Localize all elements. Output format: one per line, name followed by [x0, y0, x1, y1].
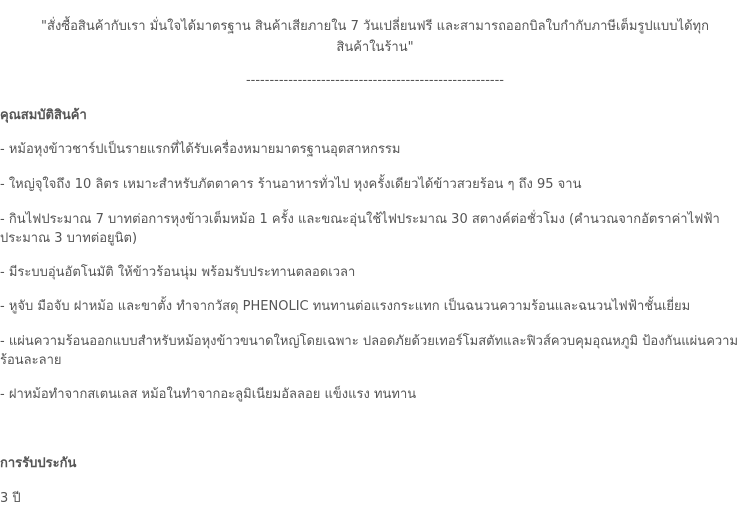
- property-item: - ฝาหม้อทำจากสเตนเลส หม้อในทำจากอะลูมิเนียมอัลลอย แข็งแรง ทนทาน: [0, 387, 417, 402]
- property-item: - มีระบบอุ่นอัตโนมัติ ให้ข้าวร้อนนุ่ม พร้อมรับประทานตลอดเวลา: [0, 265, 356, 280]
- property-item: - กินไฟประมาณ 7 บาทต่อการหุงข้าวเต็มหม้อ 1 ครั้ง และขณะอุ่นใช้ไฟประมาณ 30 สตางค์ต่อชั่วโมง (คำนวณจากอัตราค่าไฟฟ้าประมาณ 3 บาทต่อยูนิต): [0, 212, 720, 246]
- properties-heading: คุณสมบัติสินค้า: [0, 108, 87, 123]
- section-divider: -------------------------------------------------------: [245, 73, 504, 88]
- warranty-value: 3 ปี: [0, 491, 21, 506]
- intro-line-1: "สั่งซื้อสินค้ากับเรา มั่นใจได้มาตรฐาน สินค้าเสียภายใน 7 วันเปลี่ยนฟรี และสามารถออกบิลใบกำกับภาษีเต็มรูปแบบได้ทุก: [41, 19, 709, 34]
- intro-line-2: สินค้าในร้าน": [336, 40, 414, 55]
- property-item: - แผ่นความร้อนออกแบบสำหรับหม้อหุงข้าวขนาดใหญ่โดยเฉพาะ ปลอดภัยด้วยเทอร์โมสตัทและฟิวส์ควบคุมอุณหภูมิ ป้องกันแผ่นความร้อนละลาย: [0, 334, 739, 368]
- property-item: - ใหญ่จุใจถึง 10 ลิตร เหมาะสำหรับภัตตาคาร ร้านอาหารทั่วไป หุงครั้งเดียวได้ข้าวสวยร้อน ๆ ถึง 95 จาน: [0, 177, 582, 192]
- intro-message: [0, 16, 750, 58]
- warranty-heading: การรับประกัน: [0, 456, 77, 471]
- property-item: - หม้อหุงข้าวชาร์ปเป็นรายแรกที่ได้รับเครื่องหมายมาตรฐานอุตสาหกรรม: [0, 142, 401, 157]
- property-item: - หูจับ มือจับ ฝาหม้อ และขาตั้ง ทำจากวัสดุ PHENOLIC ทนทานต่อแรงกระแทก เป็นฉนวนความร้อนและฉนวนไฟฟ้าชั้นเยี่ยม: [0, 299, 691, 314]
